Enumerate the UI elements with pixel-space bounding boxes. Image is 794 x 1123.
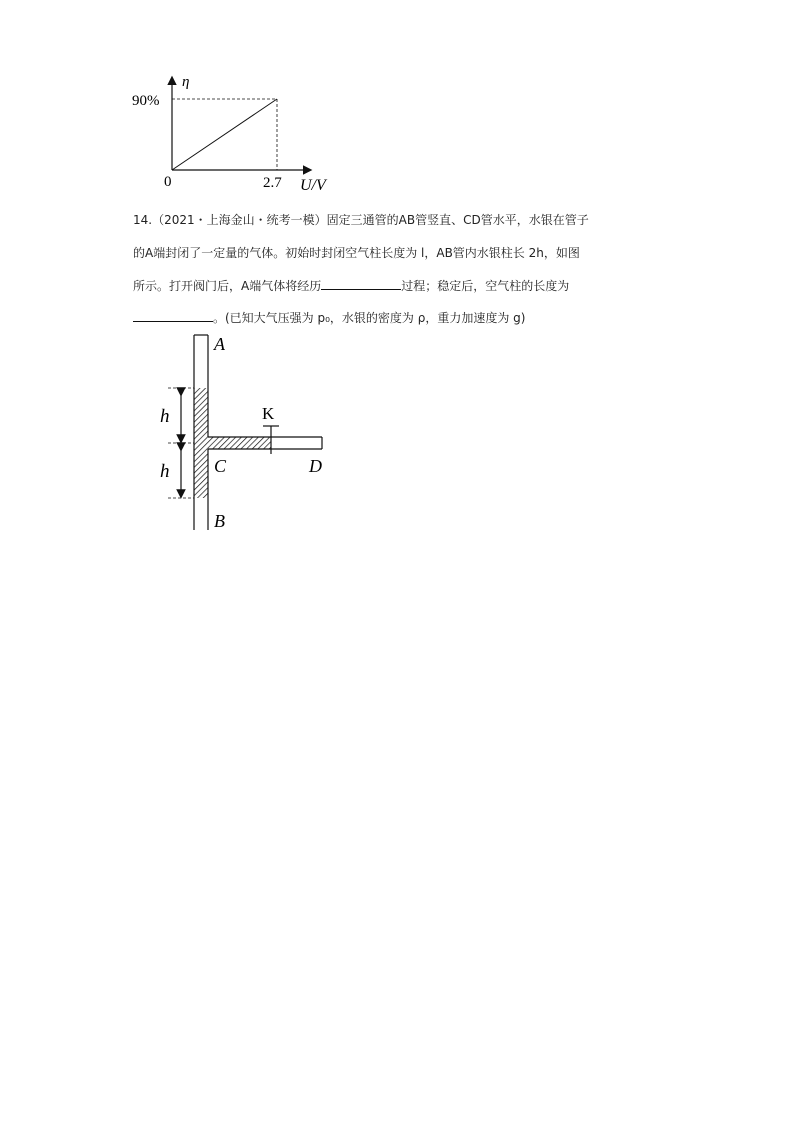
question-line-1 [133, 212, 589, 228]
question-line-3 [133, 277, 569, 294]
y-axis-label: η [182, 74, 190, 90]
question-line-2 [133, 245, 580, 261]
three-way-tube-figure [150, 330, 350, 540]
label-k: K [262, 404, 275, 423]
x-tick-label: 2.7 [263, 175, 282, 191]
origin-label: 0 [164, 174, 172, 190]
answer-blank-2[interactable] [133, 309, 213, 322]
label-a: A [214, 334, 225, 354]
question-text-4: 。(已知大气压强为 p₀，水银的密度为 ρ，重力加速度为 g) [213, 311, 526, 325]
mercury-column-horizontal [208, 437, 271, 449]
question-text-3a: 所示。打开阀门后，A端气体将经历 [133, 279, 322, 293]
y-tick-label: 90% [132, 93, 160, 109]
question-line-4 [133, 309, 525, 326]
efficiency-voltage-graph [120, 70, 350, 195]
question-text-1: 固定三通管的AB管竖直、CD管水平，水银在管子 [326, 213, 589, 227]
question-number: 14. [133, 213, 153, 227]
label-h-bottom: h [160, 461, 170, 482]
efficiency-line [172, 99, 277, 170]
answer-blank-1[interactable] [321, 277, 401, 290]
x-axis-label: U/V [300, 177, 326, 194]
question-source: （2021・上海金山・统考一模） [152, 213, 327, 227]
label-b: B [214, 511, 225, 531]
mercury-column-vertical [194, 388, 208, 498]
label-h-top: h [160, 406, 170, 427]
question-text-3b: 过程；稳定后，空气柱的长度为 [401, 279, 570, 293]
label-d: D [309, 456, 322, 476]
label-c: C [214, 456, 227, 476]
question-text-2: 的A端封闭了一定量的气体。初始时封闭空气柱长度为 l，AB管内水银柱长 2h，如图 [133, 246, 580, 260]
